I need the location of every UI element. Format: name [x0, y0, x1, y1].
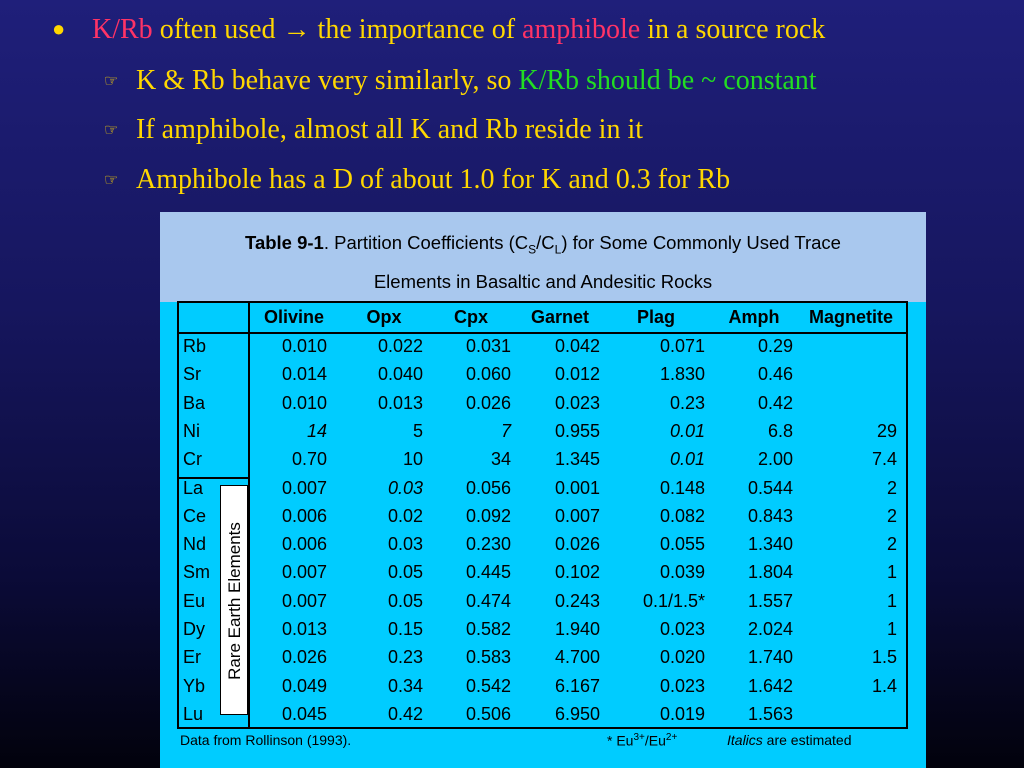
coefficient-value: 0.082 — [659, 505, 705, 526]
coefficient-value: 6.167 — [554, 675, 600, 696]
element-symbol: Nd — [183, 534, 207, 555]
coefficient-value: 0.23 — [387, 647, 423, 668]
coefficient-value: 34 — [490, 449, 511, 470]
coefficient-value: 0.006 — [281, 534, 327, 555]
coefficient-value: 0.01 — [669, 449, 705, 470]
coefficient-value: 1.830 — [659, 364, 705, 385]
coefficient-value: 0.542 — [465, 675, 511, 696]
coefficient-value: 0.1/1.5* — [642, 590, 705, 611]
coefficient-value: 14 — [306, 420, 327, 441]
coefficient-value: 1.557 — [747, 590, 793, 611]
coefficient-value: 1.345 — [554, 449, 600, 470]
coefficient-value: 0.70 — [291, 449, 327, 470]
coefficient-value: 0.42 — [757, 392, 793, 413]
coefficient-value: 0.15 — [387, 619, 423, 639]
amphibole-word: amphibole — [522, 14, 641, 45]
coefficient-value: 0.544 — [747, 477, 793, 498]
coefficient-value: 0.007 — [554, 505, 600, 526]
coefficient-value: 0.013 — [377, 392, 423, 413]
coefficient-value: 0.843 — [747, 505, 793, 526]
coefficient-value: 0.445 — [465, 562, 511, 583]
coefficient-value: 0.012 — [554, 364, 600, 385]
coefficient-value: 1.940 — [554, 619, 600, 639]
kr-ratio: K/Rb — [92, 14, 153, 45]
element-symbol: Ce — [183, 505, 207, 526]
element-symbol: Eu — [183, 590, 206, 611]
element-symbol: Sm — [183, 562, 210, 583]
coefficient-value: 29 — [876, 420, 897, 441]
footer-eu-note: * $Eu^{3+}/Eu^{2+}$ — [607, 732, 678, 749]
coefficient-value: 0.007 — [281, 477, 327, 498]
header-divider — [179, 332, 906, 334]
coefficient-value: 0.049 — [281, 675, 327, 696]
coefficient-value: 7 — [500, 420, 511, 441]
coefficient-value: 0.230 — [465, 534, 511, 555]
pointing-hand-icon: ☞ — [104, 172, 119, 189]
coefficient-value: 1.804 — [747, 562, 793, 583]
coefficient-value: 0.040 — [377, 364, 423, 385]
coefficient-value: 0.05 — [387, 590, 423, 611]
coefficient-value: 4.700 — [554, 647, 600, 668]
coefficient-value: 0.056 — [465, 477, 511, 498]
coefficient-value: 1.340 — [747, 534, 793, 555]
footer-italics-note: Italics are estimated — [727, 732, 852, 748]
coefficient-value: 0.29 — [757, 336, 793, 356]
coefficient-value: 0.007 — [281, 590, 327, 611]
coefficient-value: 0.010 — [281, 336, 327, 356]
coefficient-value: 0.05 — [387, 562, 423, 583]
coefficient-value: 0.03 — [387, 477, 423, 498]
pointing-hand-icon: ☞ — [104, 122, 119, 139]
coefficient-value: 0.010 — [281, 392, 327, 413]
coefficient-value: 1.5 — [871, 647, 897, 668]
coefficient-value: 1.563 — [747, 703, 793, 724]
coefficient-value: 0.071 — [659, 336, 705, 356]
coefficient-value: 0.014 — [281, 364, 327, 385]
coefficient-value: 0.243 — [554, 590, 600, 611]
coefficient-value: 7.4 — [871, 449, 897, 470]
coefficient-value: 0.092 — [465, 505, 511, 526]
element-symbol: Ni — [183, 420, 200, 441]
coefficient-value: 0.506 — [465, 703, 511, 724]
rare-earth-elements-label: Rare Earth Elements — [220, 485, 248, 715]
coefficient-value: 0.148 — [659, 477, 705, 498]
coefficient-value: 0.583 — [465, 647, 511, 668]
coefficient-value: 0.026 — [554, 534, 600, 555]
coefficient-value: 2.00 — [757, 449, 793, 470]
coefficient-value: 0.582 — [465, 619, 511, 639]
column-header: Amph — [728, 307, 780, 327]
coefficient-value: 6.8 — [767, 420, 793, 441]
coefficient-value: 0.23 — [669, 392, 705, 413]
coefficient-value: 0.023 — [659, 675, 705, 696]
coefficient-value: 0.019 — [659, 703, 705, 724]
coefficient-value: 0.060 — [465, 364, 511, 385]
pointing-hand-icon: ☞ — [104, 73, 119, 90]
coefficient-value: 0.02 — [387, 505, 423, 526]
column-header: Opx — [366, 307, 402, 327]
element-symbol: Rb — [183, 336, 207, 356]
coefficient-value: 0.006 — [281, 505, 327, 526]
coefficient-value: 0.013 — [281, 619, 327, 639]
element-symbol: Cr — [183, 449, 202, 470]
column-header: Garnet — [530, 307, 590, 327]
coefficient-value: 0.055 — [659, 534, 705, 555]
coefficient-value: 6.950 — [554, 703, 600, 724]
coefficient-value: 0.001 — [554, 477, 600, 498]
coefficient-value: 10 — [402, 449, 423, 470]
coefficient-value: 1 — [886, 562, 897, 583]
bullet-dot-icon: ● — [52, 16, 66, 41]
coefficient-value: 0.020 — [659, 647, 705, 668]
coefficient-value: 0.022 — [377, 336, 423, 356]
coefficient-value: 5 — [412, 420, 423, 441]
coefficient-value: 0.42 — [387, 703, 423, 724]
coefficient-value: 0.474 — [465, 590, 511, 611]
coefficient-value: 1 — [886, 590, 897, 611]
coefficient-value: 1.740 — [747, 647, 793, 668]
coefficient-value: 0.023 — [659, 619, 705, 639]
element-symbol: Yb — [183, 675, 206, 696]
coefficient-value: 0.031 — [465, 336, 511, 356]
coefficient-value: 1 — [886, 619, 897, 639]
table-caption: Table 9-1. Partition Coefficients $(C_S/C_L)$ for Some Commonly Used Trace Elements in Basaltic and Andesitic Rocks — [160, 212, 926, 302]
coefficient-value: 0.46 — [757, 364, 793, 385]
footer-source: Data from Rollinson (1993). — [180, 732, 352, 748]
column-header: Plag — [636, 307, 675, 327]
element-symbol: La — [183, 477, 204, 498]
coefficient-value: 1.642 — [747, 675, 793, 696]
coefficient-value: 2 — [886, 534, 897, 555]
coefficient-value: 2.024 — [747, 619, 793, 639]
coefficient-value: 0.045 — [281, 703, 327, 724]
coefficient-value: 0.01 — [669, 420, 705, 441]
element-symbol: Sr — [183, 364, 201, 385]
column-header: Olivine — [263, 307, 325, 327]
coefficient-value: 0.039 — [659, 562, 705, 583]
coefficient-value: 0.023 — [554, 392, 600, 413]
coefficient-value: 0.026 — [281, 647, 327, 668]
element-symbol: Dy — [183, 619, 205, 639]
coefficient-value: 0.102 — [554, 562, 600, 583]
coefficient-value: 0.042 — [554, 336, 600, 356]
coefficient-value: 1.4 — [871, 675, 897, 696]
coefficient-value: 0.026 — [465, 392, 511, 413]
column-header: Cpx — [453, 307, 488, 327]
coefficient-value: 2 — [886, 477, 897, 498]
coefficient-value: 0.955 — [554, 420, 600, 441]
element-symbol: Er — [183, 647, 201, 668]
coefficient-value: 0.03 — [387, 534, 423, 555]
coefficient-value: 0.007 — [281, 562, 327, 583]
element-symbol: Lu — [183, 703, 204, 724]
partition-coefficient-table — [160, 212, 926, 768]
element-symbol: Ba — [183, 392, 206, 413]
coefficient-value: 2 — [886, 505, 897, 526]
table-grid — [177, 301, 908, 729]
column-header: Magnetite — [808, 307, 893, 327]
coefficient-value: 0.34 — [387, 675, 423, 696]
